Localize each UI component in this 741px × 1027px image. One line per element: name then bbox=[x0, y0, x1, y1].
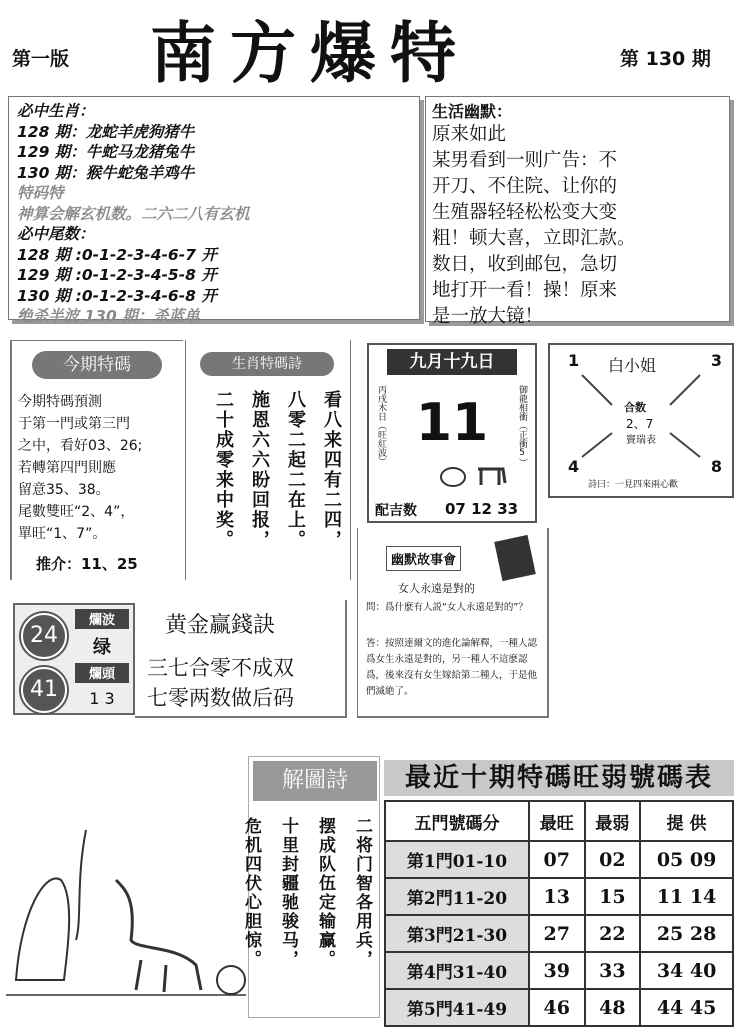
special-line: 留意35、38。 bbox=[18, 482, 110, 498]
corner-4: 4 bbox=[568, 457, 580, 476]
poem-tag: 生肖特碼詩 bbox=[200, 352, 334, 376]
story-question: 問：爲什麽有人説“女人永遠是對的”？ bbox=[366, 602, 528, 613]
riddle-tag: 解圖詩 bbox=[253, 761, 377, 801]
miss-bai-title: 白小姐 bbox=[608, 356, 657, 375]
color-value-1: 绿 bbox=[93, 637, 111, 658]
humor-line: 开刀、不住院、让你的 bbox=[432, 176, 618, 197]
special-line: 單旺“1、7”。 bbox=[18, 526, 107, 542]
riddle-column: 摆成队伍定输赢。 bbox=[315, 817, 335, 969]
special-text bbox=[18, 391, 188, 545]
faint-text: 绝杀半波 130 期：杀蓝单 bbox=[17, 307, 200, 325]
story-title: 女人永遠是對的 bbox=[398, 582, 475, 595]
faint-text: 特码特 bbox=[17, 184, 64, 202]
zodiac-row: 129 期：牛蛇马龙猪兔牛 bbox=[17, 143, 195, 161]
table-cell: 第2門11-20 bbox=[385, 878, 529, 915]
poem-panel bbox=[185, 340, 351, 580]
table-header: 最弱 bbox=[585, 801, 641, 841]
poem-column: 看八来四有二四， bbox=[321, 390, 342, 550]
table-cell: 27 bbox=[529, 915, 585, 952]
poem-column: 施恩六六盼回报， bbox=[249, 390, 270, 550]
gold-panel bbox=[135, 600, 347, 718]
humor-line: 某男看到一则广告：不 bbox=[432, 150, 618, 171]
table-header: 五門號碼分 bbox=[385, 801, 529, 841]
color-value-2: 1 3 bbox=[89, 689, 115, 708]
special-line: 于第一門或第三門 bbox=[18, 416, 130, 432]
story-panel bbox=[357, 528, 549, 718]
color-number-2: 41 bbox=[21, 667, 67, 713]
poem-column: 八零二起二在上。 bbox=[285, 390, 306, 550]
story-answer: 答：按照達爾文的進化論解釋，一種人認爲女生永遠是對的，另一種人不這麽認爲，後來沒有女生嫁給第二種人，于是他們滅絶了。 bbox=[366, 638, 538, 697]
table-cell: 第1門01-10 bbox=[385, 841, 529, 878]
corner-1: 1 bbox=[568, 351, 580, 370]
calendar-label: 配吉数 bbox=[375, 503, 417, 519]
corner-3: 3 bbox=[710, 351, 722, 370]
special-line: 尾數雙旺“2、4”， bbox=[18, 504, 135, 520]
humor-line: 粗！顿大喜，立即汇款。 bbox=[432, 228, 636, 249]
special-tag: 今期特碼 bbox=[32, 351, 162, 379]
color-label-1: 爛波 bbox=[75, 609, 129, 629]
table-cell: 46 bbox=[529, 989, 585, 1026]
color-panel bbox=[13, 603, 135, 715]
zodiac-row: 130 期：猴牛蛇兔羊鸡牛 bbox=[17, 163, 195, 182]
riddle-column: 二将门智各用兵， bbox=[352, 817, 372, 969]
table-row bbox=[385, 952, 733, 989]
miss-bai-poem: 詩曰：一見四來兩心歡 bbox=[588, 480, 679, 490]
special-panel bbox=[10, 340, 183, 580]
table-row bbox=[385, 989, 733, 1026]
riddle-panel bbox=[241, 756, 380, 1018]
calendar-right: 御龍相衝（正衝5） bbox=[517, 385, 527, 467]
recommend-line: 推介：11、25 bbox=[36, 555, 138, 573]
table-cell: 02 bbox=[585, 841, 641, 878]
color-label-2: 爛頭 bbox=[75, 663, 129, 683]
table-cell: 13 bbox=[529, 878, 585, 915]
table-cell: 44 45 bbox=[640, 989, 733, 1026]
issue-label: 第 130 期 bbox=[620, 48, 711, 70]
riddle-column: 危机四伏心胆惊。 bbox=[241, 817, 261, 969]
miss-bai-panel bbox=[548, 343, 734, 498]
faint-text: 神算会解玄机数。二六二八有玄机 bbox=[17, 204, 250, 223]
table-cell: 第4門31-40 bbox=[385, 952, 529, 989]
table-cell: 15 bbox=[585, 878, 641, 915]
table-cell: 33 bbox=[585, 952, 641, 989]
riddle-column: 十里封疆驰骏马， bbox=[278, 817, 298, 969]
calendar-date: 九月十九日 bbox=[387, 349, 517, 375]
table-row bbox=[385, 841, 733, 878]
table-header: 提 供 bbox=[640, 801, 733, 841]
table-cell: 22 bbox=[585, 915, 641, 952]
table-cell: 34 40 bbox=[640, 952, 733, 989]
table-cell: 39 bbox=[529, 952, 585, 989]
zodiac-heading: 必中生肖： bbox=[17, 102, 95, 120]
humor-line: 是一放大镜！ bbox=[432, 306, 544, 327]
tail-heading: 必中尾数： bbox=[17, 225, 95, 243]
tail-row: 129 期 :0-1-2-3-4-5-8 开 bbox=[17, 266, 217, 284]
gold-title: 黄金赢錢訣 bbox=[165, 613, 276, 638]
humor-heading: 生活幽默： bbox=[432, 102, 513, 121]
gold-line-1: 三七合零不成双 bbox=[147, 656, 294, 680]
table-cell: 25 28 bbox=[640, 915, 733, 952]
color-number-1: 24 bbox=[21, 613, 67, 659]
story-banner: 幽默故事會 bbox=[386, 546, 461, 571]
table-title: 最近十期特碼旺弱號碼表 bbox=[384, 760, 734, 796]
humor-text bbox=[432, 122, 723, 330]
corner-8: 8 bbox=[710, 457, 722, 476]
humor-line: 数日，收到邮包，急切 bbox=[432, 254, 618, 275]
number-table bbox=[384, 800, 734, 1027]
tail-row: 130 期 :0-1-2-3-4-6-8 开 bbox=[17, 286, 217, 305]
table-cell: 07 bbox=[529, 841, 585, 878]
he-label: 合数 bbox=[624, 401, 646, 414]
calendar-panel bbox=[367, 343, 537, 523]
table-header: 最旺 bbox=[529, 801, 585, 841]
giraffe-illustration bbox=[6, 820, 246, 1010]
table-cell: 05 09 bbox=[640, 841, 733, 878]
tail-row: 128 期 :0-1-2-3-4-6-7 开 bbox=[17, 245, 217, 264]
calendar-left: 丙戌木日（旺紅波） bbox=[376, 385, 386, 466]
calendar-illustration bbox=[433, 461, 513, 491]
special-line: 若轉第四門則應 bbox=[18, 460, 116, 476]
zodiac-row: 128 期：龙蛇羊虎狗猪牛 bbox=[17, 122, 195, 141]
riddle-columns bbox=[239, 817, 375, 1013]
poem-column: 二十成零来中奖。 bbox=[213, 390, 234, 550]
table-cell: 第5門41-49 bbox=[385, 989, 529, 1026]
he-sig: 竇瑞表 bbox=[626, 435, 656, 446]
humor-line: 生殖器轻轻松松变大变 bbox=[432, 202, 618, 223]
he-value: 2、7 bbox=[626, 417, 654, 431]
gold-line-2: 七零两数做后码 bbox=[147, 686, 294, 710]
table-cell: 48 bbox=[585, 989, 641, 1026]
humor-panel bbox=[425, 96, 730, 327]
special-line: 之中，看好03、26; bbox=[18, 438, 143, 454]
zodiac-panel bbox=[8, 96, 420, 325]
edition-label: 第一版 bbox=[12, 48, 70, 70]
special-line: 今期特碼預測 bbox=[18, 394, 102, 410]
book-icon bbox=[494, 535, 536, 581]
newspaper-title: 南方爆特 bbox=[150, 14, 470, 92]
poem-columns bbox=[210, 390, 344, 576]
table-row bbox=[385, 915, 733, 952]
table-cell: 11 14 bbox=[640, 878, 733, 915]
calendar-day: 11 bbox=[415, 393, 489, 453]
humor-line: 地打开一看！操！原来 bbox=[432, 280, 618, 301]
humor-line: 原来如此 bbox=[432, 124, 507, 145]
table-row bbox=[385, 878, 733, 915]
calendar-numbers: 07 12 33 bbox=[445, 500, 519, 518]
table-cell: 第3門21-30 bbox=[385, 915, 529, 952]
